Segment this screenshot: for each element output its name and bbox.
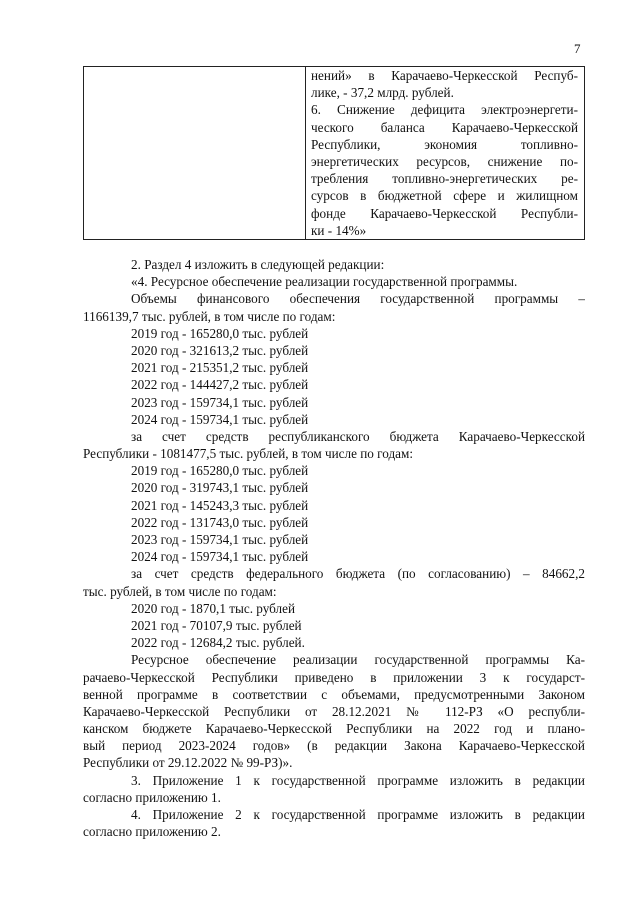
paragraph-line: 4. Приложение 2 к государственной программе изложить в редакции [131, 807, 585, 822]
year-amount-line: 2023 год - 159734,1 тыс. рублей [131, 394, 309, 410]
paragraph-line: тыс. рублей, в том числе по годам: [83, 583, 277, 599]
year-amount-line: 2022 год - 131743,0 тыс. рублей [131, 514, 309, 530]
table-text-line: лике, - 37,2 млрд. рублей. [311, 85, 454, 101]
table-text-line: сурсов в бюджетной сфере и жилищном [311, 188, 578, 204]
table-left-cell [84, 67, 306, 239]
table-text-line: требления топливно-энергетических ре- [311, 171, 578, 187]
paragraph-line: Карачаево-Черкесской Республики от 28.12.2021 № 112-РЗ «О республи- [83, 703, 585, 719]
paragraph-line: Ресурсное обеспечение реализации государственной программы Ка- [131, 652, 585, 668]
table-text-line: энергетических ресурсов, снижение по- [311, 153, 578, 169]
table-right-cell [306, 67, 584, 239]
table-fragment [83, 66, 585, 240]
paragraph-line: 2. Раздел 4 изложить в следующей редакции: [131, 257, 385, 272]
table-text-line: нений» в Карачаево-Черкесской Респуб- [311, 68, 578, 83]
table-text-line: Республики, экономия топливно- [311, 136, 578, 152]
year-amount-line: 2022 год - 12684,2 тыс. рублей. [131, 635, 305, 651]
paragraph-line: за счет средств федерального бюджета (по согласованию) – 84662,2 [131, 566, 585, 582]
table-text-line: ческого баланса Карачаево-Черкесской [311, 119, 578, 135]
year-amount-line: 2020 год - 321613,2 тыс. рублей [131, 342, 309, 358]
year-amount-line: 2020 год - 319743,1 тыс. рублей [131, 480, 309, 496]
paragraph-line: 3. Приложение 1 к государственной программе изложить в редакции [131, 772, 585, 788]
page-number: 7 [574, 41, 581, 56]
paragraph-line: Объемы финансового обеспечения государственной программы – [131, 291, 585, 307]
year-amount-line: 2023 год - 159734,1 тыс. рублей [131, 532, 309, 547]
paragraph-line: «4. Ресурсное обеспечение реализации государственной программы. [131, 274, 518, 290]
year-amount-line: 2021 год - 145243,3 тыс. рублей [131, 497, 309, 513]
paragraph-line: Республики - 1081477,5 тыс. рублей, в том числе по годам: [83, 446, 414, 462]
year-amount-line: 2019 год - 165280,0 тыс. рублей [131, 325, 309, 341]
year-amount-line: 2024 год - 159734,1 тыс. рублей [131, 549, 309, 565]
paragraph-line: согласно приложению 2. [83, 824, 221, 840]
table-text-line: фонде Карачаево-Черкесской Республи- [311, 205, 578, 221]
year-amount-line: 2022 год - 144427,2 тыс. рублей [131, 377, 309, 393]
year-amount-line: 2019 год - 165280,0 тыс. рублей [131, 463, 309, 479]
document-body [83, 256, 585, 840]
paragraph-line: вый период 2023-2024 годов» (в редакции Закона Карачаево-Черкесской [83, 738, 585, 754]
paragraph-line: венной программе в соответствии с объемами, предусмотренными Законом [83, 686, 585, 702]
paragraph-line: 1166139,7 тыс. рублей, в том числе по годам: [83, 308, 336, 324]
paragraph-line: рачаево-Черкесской Республики приведено в приложении 3 к государст- [83, 669, 585, 685]
paragraph-line: канском бюджете Карачаево-Черкесской Республики на 2022 год и плано- [83, 721, 585, 737]
year-amount-line: 2024 год - 159734,1 тыс. рублей [131, 411, 309, 427]
year-amount-line: 2021 год - 215351,2 тыс. рублей [131, 360, 309, 376]
year-amount-line: 2021 год - 70107,9 тыс. рублей [131, 617, 302, 633]
paragraph-line: Республики от 29.12.2022 № 99-РЗ)». [83, 755, 293, 771]
table-text-line: ки - 14%» [311, 222, 367, 238]
year-amount-line: 2020 год - 1870,1 тыс. рублей [131, 600, 296, 616]
paragraph-line: согласно приложению 1. [83, 789, 221, 805]
paragraph-line: за счет средств республиканского бюджета Карачаево-Черкесской [131, 428, 585, 444]
table-text-line: 6. Снижение дефицита электроэнергети- [311, 102, 578, 118]
